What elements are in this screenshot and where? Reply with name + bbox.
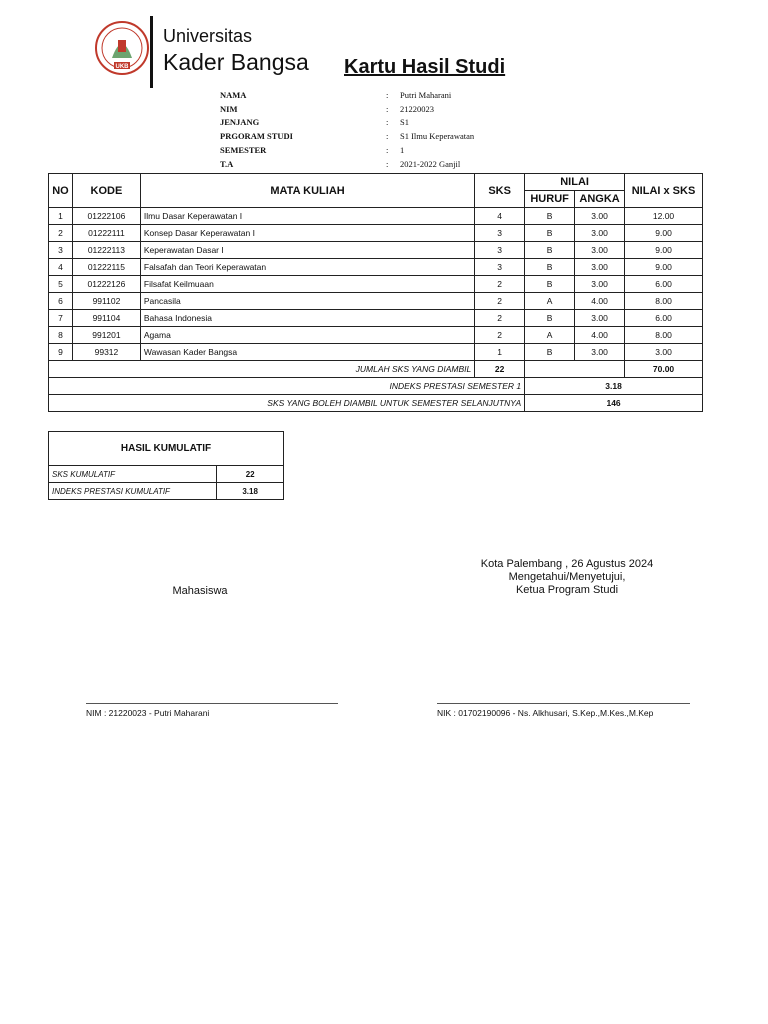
table-row — [49, 242, 703, 259]
sks-cumulative-value: 22 — [217, 466, 284, 483]
total-sks-value: 22 — [475, 361, 525, 378]
cell-no: 3 — [49, 242, 73, 259]
info-label-semester: SEMESTER — [220, 145, 267, 155]
info-value-nim: 21220023 — [400, 104, 434, 114]
ipk-label: INDEKS PRESTASI KUMULATIF — [49, 483, 217, 500]
cell-sks: 3 — [475, 242, 525, 259]
approval-text: Mengetahui/Menyetujui, — [508, 571, 626, 583]
cell-angka: 3.00 — [575, 276, 625, 293]
info-value-jenjang: S1 — [400, 117, 409, 127]
cell-no: 9 — [49, 344, 73, 361]
ipk-value: 3.18 — [217, 483, 284, 500]
info-value-ta: 2021-2022 Ganjil — [400, 159, 461, 169]
total-blank — [525, 361, 625, 378]
table-row — [49, 310, 703, 327]
university-logo — [94, 20, 150, 84]
cell-angka: 3.00 — [575, 344, 625, 361]
cell-angka: 3.00 — [575, 208, 625, 225]
student-id-line: NIM : 21220023 - Putri Maharani — [86, 708, 210, 718]
info-label-jenjang: JENJANG — [220, 117, 260, 127]
cell-sks: 4 — [475, 208, 525, 225]
header-divider — [150, 16, 153, 88]
cell-huruf: A — [525, 293, 575, 310]
cell-sks: 2 — [475, 327, 525, 344]
info-value-nama: Putri Maharani — [400, 90, 452, 100]
info-label-nama: NAMA — [220, 90, 247, 100]
place-date: Kota Palembang , 26 Agustus 2024 — [480, 558, 654, 570]
cell-huruf: B — [525, 276, 575, 293]
total-sks-label: JUMLAH SKS YANG DIAMBIL — [49, 361, 475, 378]
cell-no: 5 — [49, 276, 73, 293]
info-label-ta: T.A — [220, 159, 234, 169]
summary-row — [49, 378, 703, 395]
table-row — [49, 276, 703, 293]
header-nilai: NILAI — [525, 174, 625, 191]
summary-row — [49, 361, 703, 378]
cell-mata-kuliah: Agama — [140, 327, 474, 344]
cell-angka: 3.00 — [575, 225, 625, 242]
cell-no: 8 — [49, 327, 73, 344]
cell-huruf: B — [525, 208, 575, 225]
cell-mata-kuliah: Pancasila — [140, 293, 474, 310]
cell-kode: 991104 — [72, 310, 140, 327]
student-signature-label: Mahasiswa — [172, 585, 228, 597]
cell-nilai-x-sks: 9.00 — [625, 225, 703, 242]
header-kode: KODE — [72, 174, 140, 208]
cell-angka: 4.00 — [575, 327, 625, 344]
header-mata-kuliah: MATA KULIAH — [140, 174, 474, 208]
cell-no: 6 — [49, 293, 73, 310]
table-row — [49, 327, 703, 344]
cell-kode: 01222111 — [72, 225, 140, 242]
cell-huruf: B — [525, 310, 575, 327]
table-row — [49, 344, 703, 361]
cell-nilai-x-sks: 9.00 — [625, 259, 703, 276]
cell-nilai-x-sks: 12.00 — [625, 208, 703, 225]
cell-no: 4 — [49, 259, 73, 276]
cell-nilai-x-sks: 6.00 — [625, 310, 703, 327]
cell-no: 2 — [49, 225, 73, 242]
cell-kode: 01222113 — [72, 242, 140, 259]
cell-mata-kuliah: Bahasa Indonesia — [140, 310, 474, 327]
info-colon: : — [386, 145, 389, 155]
info-colon: : — [386, 90, 389, 100]
cell-mata-kuliah: Keperawatan Dasar I — [140, 242, 474, 259]
header-sks: SKS — [475, 174, 525, 208]
cell-nilai-x-sks: 6.00 — [625, 276, 703, 293]
cell-kode: 01222126 — [72, 276, 140, 293]
approver-role: Ketua Program Studi — [515, 584, 619, 596]
cell-sks: 2 — [475, 293, 525, 310]
table-row — [49, 225, 703, 242]
info-value-program: S1 Ilmu Keperawatan — [400, 131, 475, 141]
head-signature-line — [437, 703, 690, 704]
university-name-line2: Kader Bangsa — [163, 49, 309, 75]
head-id-line: NIK : 01702190096 - Ns. Alkhusari, S.Kep.,M.Kes.,M.Kep — [437, 708, 654, 718]
ip-semester-label: INDEKS PRESTASI SEMESTER 1 — [49, 378, 525, 395]
cell-no: 7 — [49, 310, 73, 327]
cell-nilai-x-sks: 8.00 — [625, 293, 703, 310]
summary-row — [49, 395, 703, 412]
university-name-line1: Universitas — [163, 26, 253, 46]
cell-kode: 01222115 — [72, 259, 140, 276]
cell-mata-kuliah: Falsafah dan Teori Keperawatan — [140, 259, 474, 276]
next-sks-label: SKS YANG BOLEH DIAMBIL UNTUK SEMESTER SELANJUTNYA — [49, 395, 525, 412]
cell-sks: 3 — [475, 259, 525, 276]
student-signature-line — [86, 703, 338, 704]
info-colon: : — [386, 117, 389, 127]
grade-rows — [49, 208, 703, 361]
cell-angka: 3.00 — [575, 259, 625, 276]
cell-sks: 2 — [475, 310, 525, 327]
header-angka: ANGKA — [575, 191, 625, 208]
cell-kode: 991102 — [72, 293, 140, 310]
cell-no: 1 — [49, 208, 73, 225]
cell-angka: 3.00 — [575, 242, 625, 259]
header-nilai-x-sks: NILAI x SKS — [625, 174, 703, 208]
cell-mata-kuliah: Wawasan Kader Bangsa — [140, 344, 474, 361]
info-label-program: PRGORAM STUDI — [220, 131, 293, 141]
cell-sks: 2 — [475, 276, 525, 293]
info-value-semester: 1 — [400, 145, 405, 155]
cell-mata-kuliah: Ilmu Dasar Keperawatan I — [140, 208, 474, 225]
total-nilai-x-sks-value: 70.00 — [625, 361, 703, 378]
cell-huruf: B — [525, 242, 575, 259]
info-label-nim: NIM — [220, 104, 238, 114]
cell-angka: 3.00 — [575, 310, 625, 327]
cell-huruf: B — [525, 259, 575, 276]
cell-kode: 01222106 — [72, 208, 140, 225]
cell-sks: 1 — [475, 344, 525, 361]
svg-text:UKB: UKB — [115, 64, 129, 70]
cell-nilai-x-sks: 9.00 — [625, 242, 703, 259]
sks-cumulative-label: SKS KUMULATIF — [49, 466, 217, 483]
table-row — [49, 259, 703, 276]
cell-nilai-x-sks: 8.00 — [625, 327, 703, 344]
cell-huruf: A — [525, 327, 575, 344]
table-row — [49, 293, 703, 310]
header-huruf: HURUF — [525, 191, 575, 208]
info-colon: : — [386, 159, 389, 169]
table-row — [49, 208, 703, 225]
document-title: Kartu Hasil Studi — [344, 56, 506, 78]
header-no: NO — [49, 174, 73, 208]
cell-angka: 4.00 — [575, 293, 625, 310]
info-colon: : — [386, 131, 389, 141]
grades-table — [48, 173, 703, 412]
cell-nilai-x-sks: 3.00 — [625, 344, 703, 361]
cumulative-title: HASIL KUMULATIF — [49, 432, 284, 466]
ip-semester-value: 3.18 — [525, 378, 703, 395]
cell-huruf: B — [525, 344, 575, 361]
cell-kode: 99312 — [72, 344, 140, 361]
cell-mata-kuliah: Filsafat Keilmuaan — [140, 276, 474, 293]
cell-huruf: B — [525, 225, 575, 242]
next-sks-value: 146 — [525, 395, 703, 412]
cell-mata-kuliah: Konsep Dasar Keperawatan I — [140, 225, 474, 242]
info-colon: : — [386, 104, 389, 114]
cumulative-table — [48, 431, 284, 500]
cell-sks: 3 — [475, 225, 525, 242]
cell-kode: 991201 — [72, 327, 140, 344]
